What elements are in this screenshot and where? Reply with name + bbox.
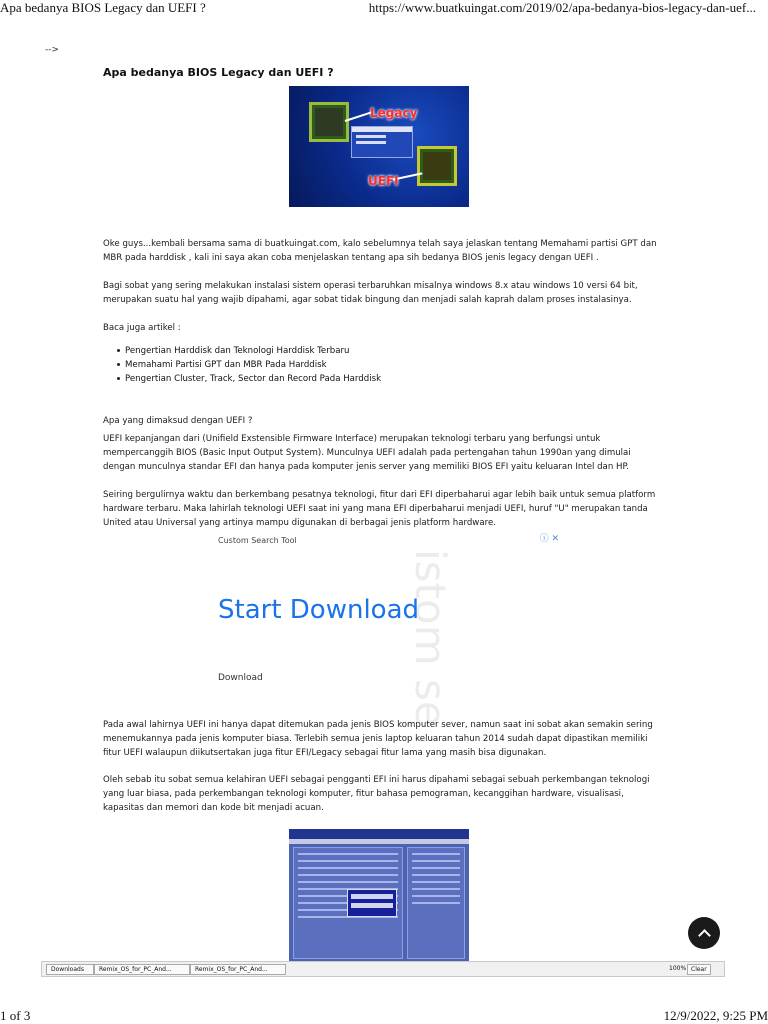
bios-boot-mode-window — [351, 126, 413, 158]
paragraph-uefi-adoption: Pada awal lahirnya UEFI ini hanya dapat ditemukan pada jenis BIOS komputer sever, namun saat ini sobat akan semakin sering menemukannya pada jenis komputer biasa. Terlebih semua jenis laptop keluaran tahun 2014 sudah dapat dipastikan memiliki fitur UEFI walaupun diikutsertakan juga fitur EFI/Legacy sebagai fitur lama yang masih bisa digunakan. — [103, 720, 653, 758]
print-footer-date: 12/9/2022, 9:25 PM — [663, 1008, 768, 1023]
download-bar — [41, 961, 725, 977]
related-links-list — [117, 344, 381, 386]
paragraph-installation: Bagi sobat yang sering melakukan instalasi sistem operasi terbaruhkan misalnya windows 8.x atau windows 10 versi 64 bit, merupakan suatu hal yang wajib dipahami, agar sobat tidak bingung dan menjadi salah kaprah dalam proses instalasinya. — [103, 281, 638, 305]
paragraph-intro: Oke guys...kembali bersama sama di buatkuingat.com, kalo sebelumnya telah saya jelaskan tentang Memahami partisi GPT dan MBR pada harddisk , kali ini saya akan coba menjelaskan tentang apa sih bedanya BIOS jenis legacy dengan UEFI . — [103, 239, 657, 263]
ad-banner[interactable] — [205, 529, 565, 727]
print-header-url[interactable]: https://www.buatkuingat.com/2019/02/apa-bedanya-bios-legacy-dan-uef... — [368, 0, 756, 15]
scroll-to-top-button[interactable] — [688, 917, 720, 949]
ad-watermark: istom se — [406, 549, 455, 727]
hero-image — [289, 86, 469, 207]
bios-setup-screenshot — [289, 829, 469, 962]
section-heading: Apa yang dimaksud dengan UEFI ? — [103, 416, 253, 426]
downloads-button[interactable]: Downloads — [46, 964, 94, 975]
clear-button[interactable]: Clear — [687, 964, 711, 975]
related-link[interactable]: Memahami Partisi GPT dan MBR Pada Harddisk — [117, 358, 381, 372]
print-header-title: Apa bedanya BIOS Legacy dan UEFI ? — [0, 0, 206, 15]
hero-label-uefi: UEFI — [368, 174, 399, 188]
cpu-chip-icon — [309, 102, 349, 142]
paragraph-uefi-evolution: Seiring bergulirnya waktu dan berkembang pesatnya teknologi, fitur dari EFI diperbaharui agar lebih baik untuk semua platform hardware terbaru. Maka lahirlah teknologi UEFI saat ini yang mana EFI diperbaharui menjadi UEFI, huruf "U" merupakan tanda United atau Universal yang artinya mampu digunakan di berbagai jenis platform hardware. — [103, 490, 656, 528]
related-link[interactable]: Pengertian Harddisk dan Teknologi Harddisk Terbaru — [117, 344, 381, 358]
print-footer-page: 1 of 3 — [0, 1008, 31, 1023]
ad-choices-icon[interactable]: ⓘ ✕ — [539, 534, 559, 544]
ad-sub-label[interactable]: Download — [218, 673, 263, 683]
download-item[interactable]: Remix_OS_for_PC_And... — [94, 964, 190, 975]
hero-label-legacy: Legacy — [370, 106, 418, 120]
comment-artifact: --> — [45, 45, 60, 55]
chevron-up-icon — [698, 929, 711, 942]
cpu-chip-icon — [417, 146, 457, 186]
read-also-label: Baca juga artikel : — [103, 323, 181, 333]
related-link[interactable]: Pengertian Cluster, Track, Sector dan Record Pada Harddisk — [117, 372, 381, 386]
paragraph-conclusion: Oleh sebab itu sobat semua kelahiran UEFI sebagai pengganti EFI ini harus dipahami sebagai sebuah perkembangan teknologi yang luar biasa, pada perkembangan teknologi komputer, fitur bahasa pemograman, kecanggihan hardware, visualisasi, kapasitas dan memori dan kode bit menjadi acuan. — [103, 775, 650, 813]
download-item[interactable]: Remix_OS_for_PC_And... — [190, 964, 286, 975]
article-title: Apa bedanya BIOS Legacy dan UEFI ? — [103, 66, 334, 79]
zoom-level: 100% — [669, 965, 687, 972]
paragraph-uefi-definition: UEFI kepanjangan dari (Unifield Exstensible Firmware Interface) merupakan teknologi terbaru yang berfungsi untuk mempercanggih BIOS (Basic Input Output System). Munculnya UEFI adalah pada pertengahan tahun 1990an yang dimulai dengan munculnya standar EFI dan hanya pada komputer jenis server yang memiliki BIOS EFI yaitu keluaran Intel dan HP. — [103, 434, 631, 472]
ad-top-label: Custom Search Tool — [218, 536, 297, 545]
ad-headline[interactable]: Start Download — [218, 595, 420, 625]
